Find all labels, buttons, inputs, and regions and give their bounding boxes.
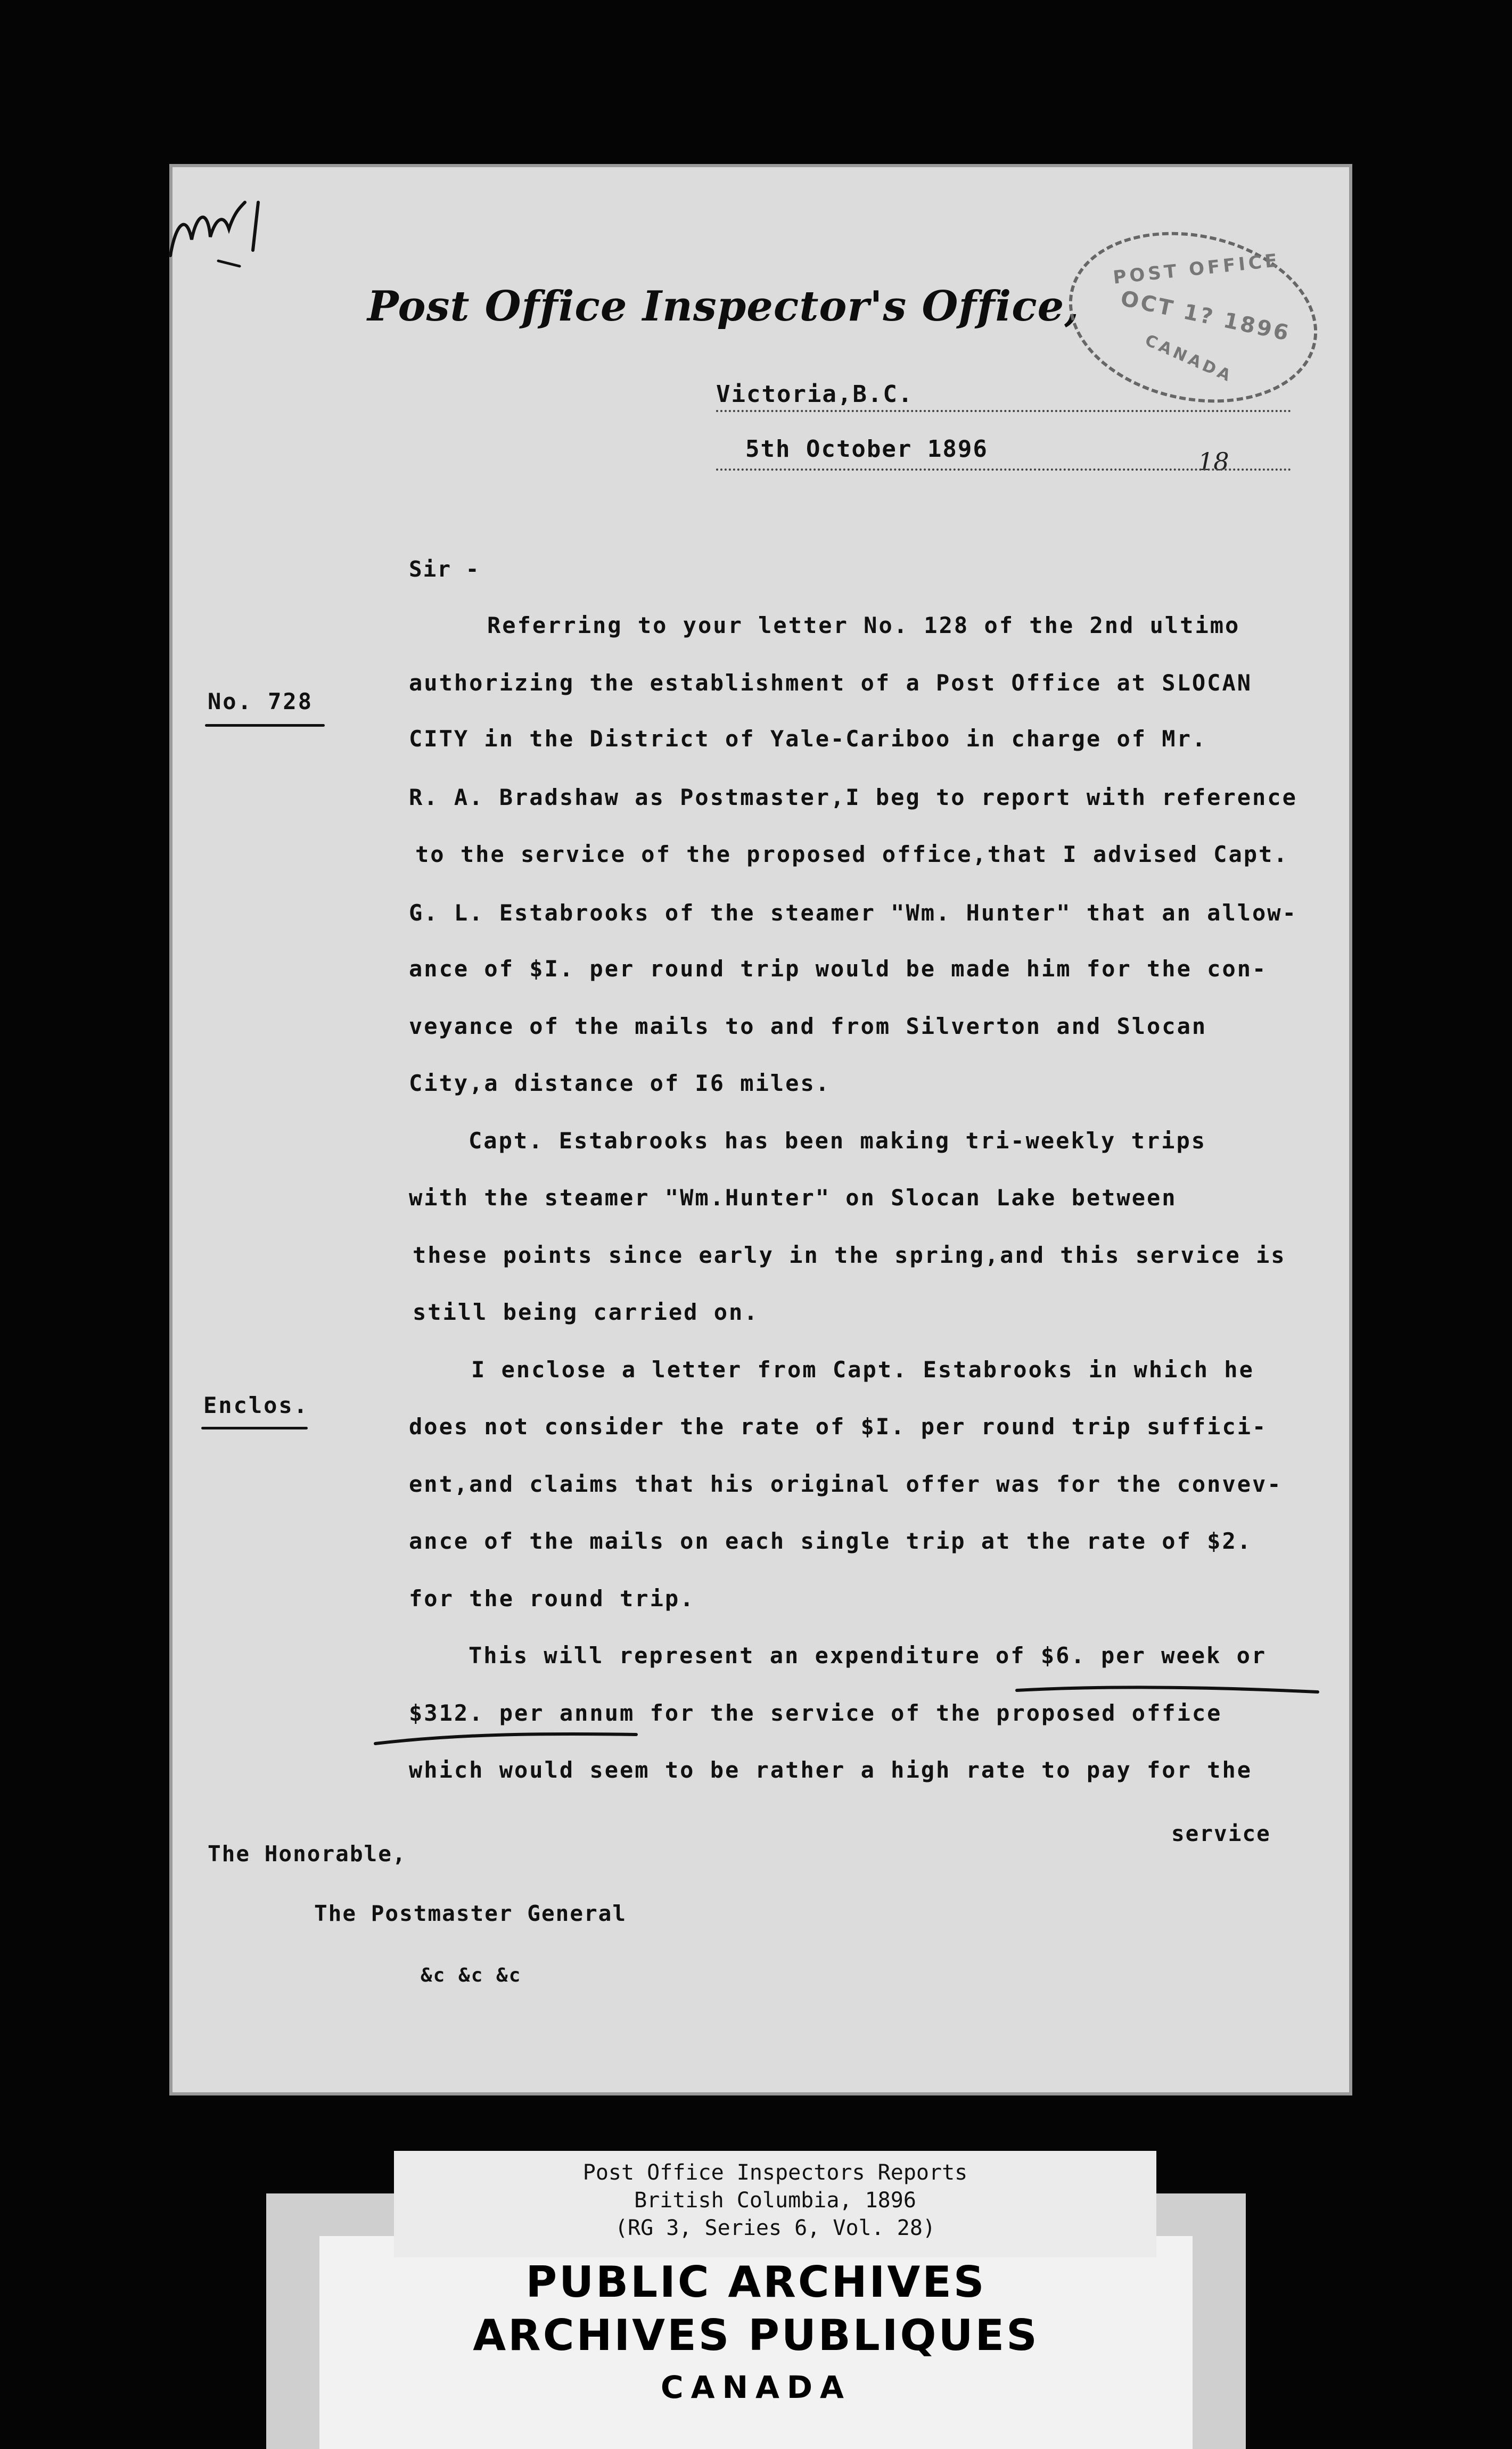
body-line: Referring to your letter No. 128 of the 2nd ultimo xyxy=(487,612,1240,638)
date-dotted-rule xyxy=(716,469,1291,471)
body-line: to the service of the proposed office,that I advised Capt. xyxy=(415,841,1289,867)
body-line: which would seem to be rather a high rate to pay for the xyxy=(409,1757,1253,1783)
address-line-1: The Honorable, xyxy=(208,1841,407,1867)
body-line: I enclose a letter from Capt. Estabrooks in which he xyxy=(471,1357,1254,1383)
printed-year-prefix: 18 xyxy=(1198,447,1229,476)
archives-line-3: CANADA xyxy=(661,2369,851,2405)
archive-label-line-3: (RG 3, Series 6, Vol. 28) xyxy=(614,2216,936,2240)
enclosure-underline xyxy=(201,1427,308,1429)
body-line: Capt. Estabrooks has been making tri-weekly trips xyxy=(469,1128,1207,1154)
body-line: with the steamer "Wm.Hunter" on Slocan Lake between xyxy=(409,1185,1177,1211)
catchword: service xyxy=(1171,1821,1271,1846)
body-line: $312. per annum for the service of the proposed office xyxy=(409,1700,1222,1726)
body-line: CITY in the District of Yale-Cariboo in charge of Mr. xyxy=(409,726,1207,752)
body-line: This will represent an expenditure of $6. per week or xyxy=(469,1642,1267,1669)
body-line: still being carried on. xyxy=(413,1299,759,1325)
margin-note-enclosure: Enclos. xyxy=(203,1392,309,1418)
address-line-2: The Postmaster General xyxy=(314,1901,627,1926)
archives-line-2: ARCHIVES PUBLIQUES xyxy=(473,2311,1039,2360)
letter-date: 5th October 1896 xyxy=(745,435,988,463)
archive-label-line-2: British Columbia, 1896 xyxy=(634,2188,916,2213)
salutation: Sir - xyxy=(409,556,480,582)
place-line: Victoria,B.C. xyxy=(716,381,914,408)
body-line: does not consider the rate of $I. per round trip suffici- xyxy=(409,1413,1268,1440)
body-line: ent,and claims that his original offer was for the convev- xyxy=(409,1471,1283,1497)
body-line: for the round trip. xyxy=(409,1585,695,1612)
stamp-line-3: CANADA xyxy=(1142,331,1236,387)
letterhead-title: Post Office Inspector's Office, xyxy=(367,282,1080,331)
place-dotted-rule xyxy=(716,410,1291,412)
body-line: R. A. Bradshaw as Postmaster,I beg to report with reference xyxy=(409,784,1297,810)
body-line: authorizing the establishment of a Post Office at SLOCAN xyxy=(409,670,1253,696)
body-line: these points since early in the spring,and this service is xyxy=(413,1242,1286,1268)
body-line: G. L. Estabrooks of the steamer "Wm. Hunter" that an allow- xyxy=(409,900,1297,926)
stamp-line-1: POST OFFICE xyxy=(1112,250,1281,289)
handwritten-annotation xyxy=(160,192,272,277)
margin-note-reference: No. 728 xyxy=(208,688,314,714)
handwritten-underlines xyxy=(373,1666,1320,1752)
archive-label-line-1: Post Office Inspectors Reports xyxy=(582,2160,968,2185)
archives-line-1: PUBLIC ARCHIVES xyxy=(525,2257,987,2307)
archives-banner xyxy=(319,2236,1193,2449)
body-line: ance of the mails on each single trip at the rate of $2. xyxy=(409,1528,1253,1554)
body-line: ance of $I. per round trip would be made him for the con- xyxy=(409,956,1268,982)
reference-underline xyxy=(205,724,325,727)
body-line: City,a distance of I6 miles. xyxy=(409,1070,831,1096)
stamp-date: OCT 1? 1896 xyxy=(1118,286,1293,347)
body-line: veyance of the mails to and from Silverton and Slocan xyxy=(409,1013,1207,1039)
archive-reference-label xyxy=(394,2151,1156,2257)
address-line-3: &c &c &c xyxy=(421,1965,522,1986)
